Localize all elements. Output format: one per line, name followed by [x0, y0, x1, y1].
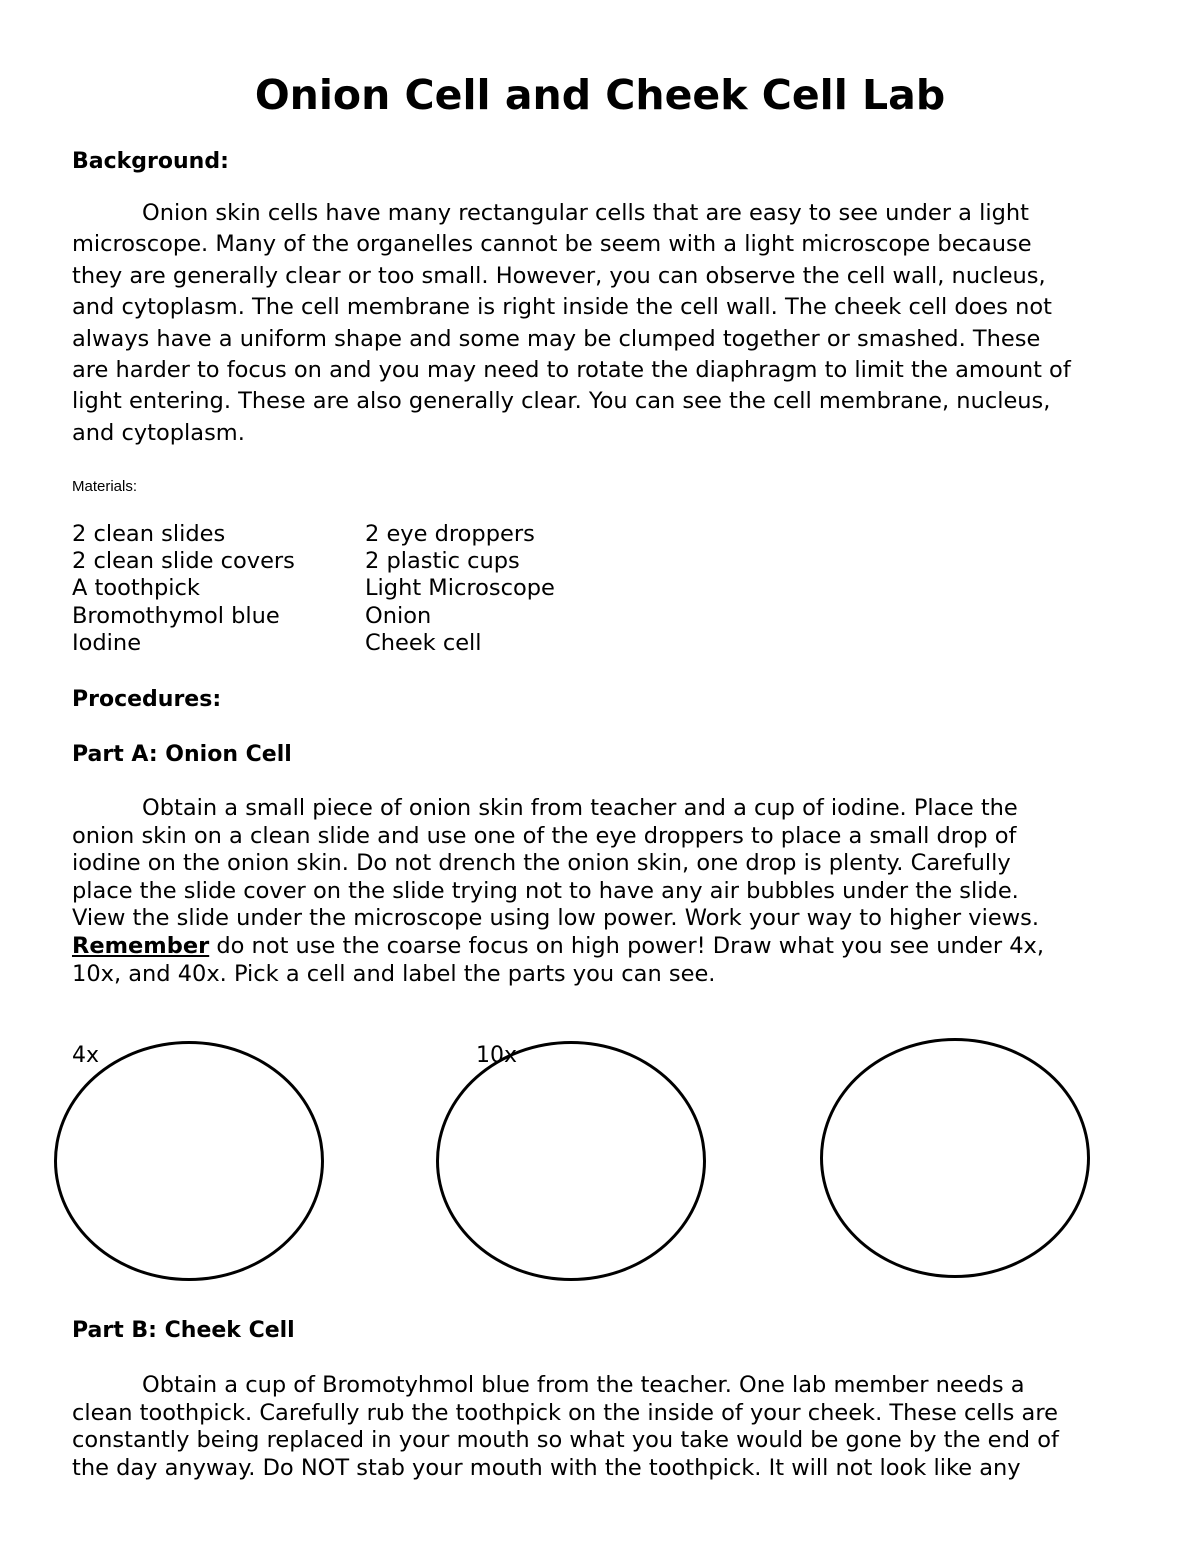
paragraph-line: Obtain a small piece of onion skin from teacher and a cup of iodine. Place the: [142, 795, 1018, 821]
material-item: Bromothymol blue: [72, 602, 280, 629]
paragraph-line: microscope. Many of the organelles cannot be seem with a light microscope because: [72, 231, 1032, 258]
material-item: A toothpick: [72, 575, 200, 602]
paragraph-line: and cytoplasm. The cell membrane is right inside the cell wall. The cheek cell does not: [72, 294, 1052, 321]
circle-label-4x: 4x: [72, 1043, 100, 1068]
part-a-paragraph: [72, 795, 1142, 988]
paragraph-line: light entering. These are also generally clear. You can see the cell membrane, nucleus,: [72, 388, 1051, 415]
materials-list-right: [365, 521, 555, 657]
material-item: 2 clean slide covers: [72, 548, 295, 575]
paragraph-line: always have a uniform shape and some may be clumped together or smashed. These: [72, 325, 1041, 352]
materials-label: Materials:: [72, 478, 138, 495]
remember-text: do not use the coarse focus on high power! Draw what you see under 4x,: [209, 932, 1045, 959]
drawing-circle-10x[interactable]: [436, 1041, 706, 1281]
page-title: Onion Cell and Cheek Cell Lab: [254, 71, 946, 119]
paragraph-line: iodine on the onion skin. Do not drench the onion skin, one drop is plenty. Carefully: [72, 850, 1011, 877]
remember-word: Remember: [72, 932, 210, 959]
paragraph-line: Obtain a cup of Bromotyhmol blue from the teacher. One lab member needs a: [142, 1372, 1025, 1398]
material-item: Cheek cell: [365, 629, 482, 656]
paragraph-line: and cytoplasm.: [72, 419, 245, 446]
procedures-heading: Procedures:: [72, 687, 222, 712]
paragraph-line: constantly being replaced in your mouth so what you take would be gone by the end of: [72, 1427, 1059, 1454]
paragraph-line: View the slide under the microscope using low power. Work your way to higher views.: [72, 905, 1039, 932]
paragraph-line: clean toothpick. Carefully rub the toothpick on the inside of your cheek. These cells are: [72, 1399, 1058, 1426]
materials-list-left: [72, 521, 295, 657]
paragraph-line: they are generally clear or too small. However, you can observe the cell wall, nucleus,: [72, 262, 1046, 289]
material-item: Light Microscope: [365, 575, 555, 602]
background-paragraph: [72, 198, 1142, 449]
material-item: 2 plastic cups: [365, 548, 520, 575]
circle-label-10x: 10x: [476, 1043, 518, 1068]
remember-line: [72, 933, 1142, 961]
part-a-heading: Part A: Onion Cell: [72, 742, 292, 767]
paragraph-line: are harder to focus on and you may need to rotate the diaphragm to limit the amount of: [72, 356, 1071, 383]
material-item: 2 eye droppers: [365, 521, 535, 547]
paragraph-line: onion skin on a clean slide and use one of the eye droppers to place a small drop of: [72, 822, 1017, 849]
drawing-circle-40x[interactable]: [820, 1038, 1090, 1278]
background-heading: Background:: [72, 149, 229, 174]
material-item: 2 clean slides: [72, 521, 226, 547]
paragraph-line: 10x, and 40x. Pick a cell and label the parts you can see.: [72, 960, 716, 987]
material-item: Onion: [365, 602, 432, 629]
paragraph-line: Onion skin cells have many rectangular cells that are easy to see under a light: [142, 200, 1029, 226]
paragraph-line: place the slide cover on the slide trying not to have any air bubbles under the slide.: [72, 877, 1019, 904]
drawing-circle-4x[interactable]: [54, 1041, 324, 1281]
material-item: Iodine: [72, 629, 142, 656]
part-b-heading: Part B: Cheek Cell: [72, 1318, 295, 1343]
paragraph-line: the day anyway. Do NOT stab your mouth with the toothpick. It will not look like any: [72, 1454, 1021, 1481]
part-b-paragraph: [72, 1372, 1142, 1482]
